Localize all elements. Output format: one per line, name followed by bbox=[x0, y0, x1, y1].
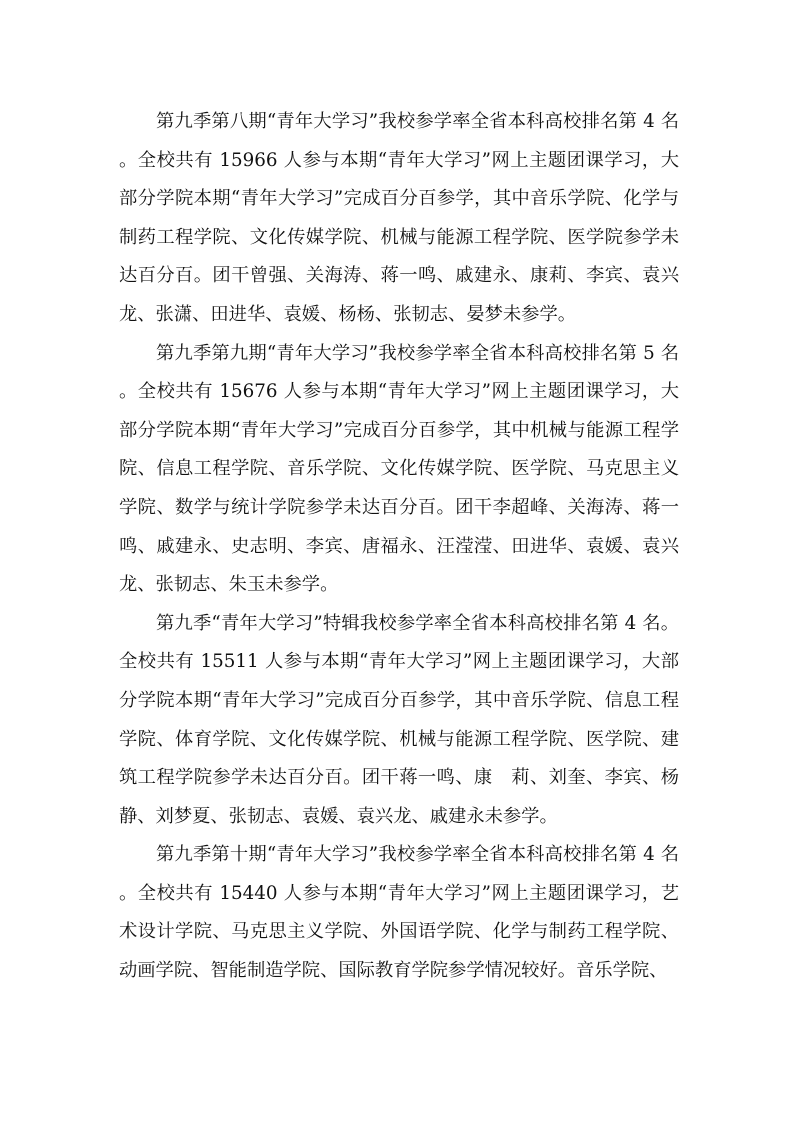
paragraph-season9-issue9: 第九季第九期“青年大学习”我校参学率全省本科高校排名第 5 名。全校共有 15676 人参与本期“青年大学习”网上主题团课学习，大部分学院本期“青年大学习”完成百分百参学，其中机械与能源工程学院、信息工程学院、音乐学院、文化传媒学院、医学院、马克思主义学院、数学与统计学院参学未达百分百。团干李超峰、关海涛、蒋一鸣、戚建永、史志明、李宾、唐福永、汪滢滢、田进华、袁媛、袁兴龙、张韧志、朱玉未参学。 bbox=[119, 342, 679, 596]
paragraph-season9-special: 第九季“青年大学习”特辑我校参学率全省本科高校排名第 4 名。全校共有 15511 人参与本期“青年大学习”网上主题团课学习，大部分学院本期“青年大学习”完成百分百参学，其中音乐学院、信息工程学院、体育学院、文化传媒学院、机械与能源工程学院、医学院、建筑工程学院参学未达百分百。团干蒋一鸣、康 莉、刘奎、李宾、杨静、刘梦夏、张韧志、袁媛、袁兴龙、戚建永未参学。 bbox=[119, 612, 679, 827]
paragraph-season9-issue10: 第九季第十期“青年大学习”我校参学率全省本科高校排名第 4 名。全校共有 15440 人参与本期“青年大学习”网上主题团课学习，艺术设计学院、马克思主义学院、外国语学院、化学与制药工程学院、动画学院、智能制造学院、国际教育学院参学情况较好。音乐学院、 bbox=[119, 844, 679, 982]
document-body bbox=[119, 103, 679, 991]
paragraph-season9-issue8: 第九季第八期“青年大学习”我校参学率全省本科高校排名第 4 名。全校共有 15966 人参与本期“青年大学习”网上主题团课学习，大部分学院本期“青年大学习”完成百分百参学，其中音乐学院、化学与制药工程学院、文化传媒学院、机械与能源工程学院、医学院参学未达百分百。团干曾强、关海涛、蒋一鸣、戚建永、康莉、李宾、袁兴龙、张潇、田进华、袁媛、杨杨、张韧志、晏梦未参学。 bbox=[119, 111, 679, 325]
